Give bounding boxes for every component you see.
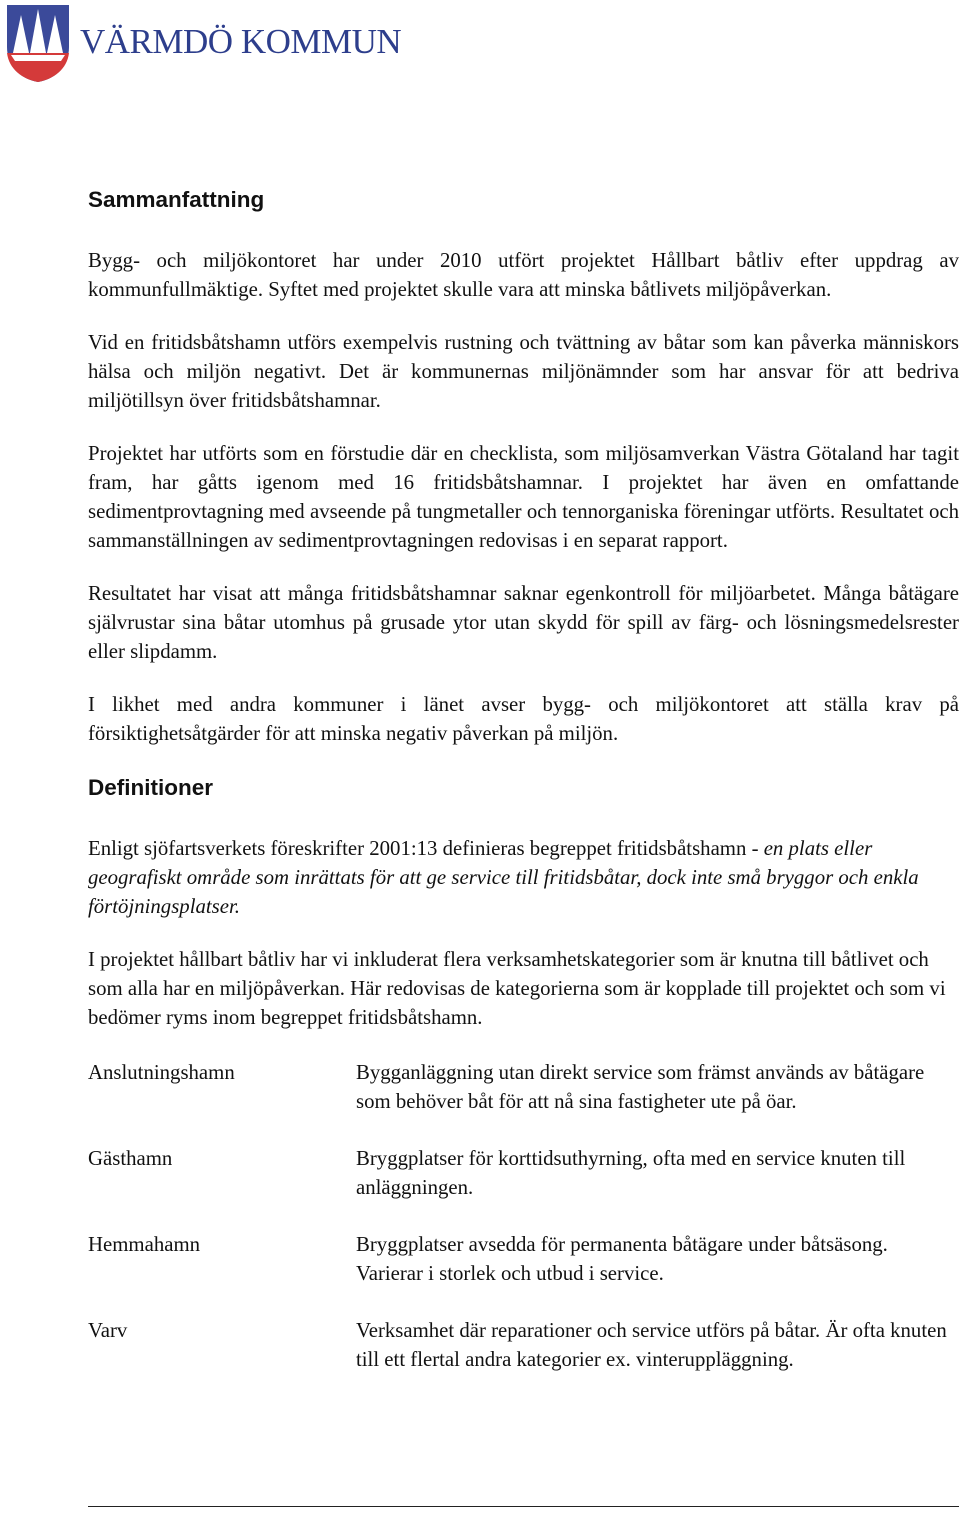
footer-divider <box>88 1506 959 1507</box>
summary-paragraph: I likhet med andra kommuner i länet avser bygg- och miljökontoret att ställa krav på försiktighetsåtgärder för att minska negativ påverkan på miljön. <box>88 693 959 745</box>
definitions-list <box>88 1058 959 1374</box>
definitions-intro <box>88 834 959 921</box>
logo-text: VÄRMDÖ KOMMUN <box>80 22 402 61</box>
definition-term: Gästhamn <box>88 1147 173 1170</box>
definition-row <box>88 1058 959 1116</box>
definition-description: Bygganläggning utan direkt service som främst används av båtägare som behöver båt för att nå sina fastigheter ute på öar. <box>356 1061 925 1113</box>
definition-term: Varv <box>88 1319 128 1342</box>
varmdo-shield-icon <box>5 3 71 83</box>
summary-paragraph: Projektet har utförts som en förstudie där en checklista, som miljösamverkan Västra Götaland har tagit fram, har gåtts igenom med 16 fritidsbåtshamnar. I projektet har även en omfattande sedimentprovtagning med avseende på tungmetaller och tennorganiska föreningar utförts. Resultatet och sammanställningen av sedimentprovtagningen redovisas i en separat rapport. <box>88 442 959 552</box>
document-body <box>88 184 959 1402</box>
definition-row <box>88 1316 959 1374</box>
definition-row <box>88 1230 959 1288</box>
definitions-intro-text: Enligt sjöfartsverkets föreskrifter 2001:13 definieras begreppet fritidsbåtshamn - <box>88 837 764 860</box>
definition-term: Hemmahamn <box>88 1233 201 1256</box>
definitions-heading: Definitioner <box>88 775 214 800</box>
summary-paragraph: Bygg- och miljökontoret har under 2010 utfört projektet Hållbart båtliv efter uppdrag av kommunfullmäktige. Syftet med projektet skulle vara att minska båtlivets miljöpåverkan. <box>88 249 959 301</box>
definition-description: Verksamhet där reparationer och service utförs på båtar. Är ofta knuten till ett flertal andra kategorier ex. vinteruppläggning. <box>356 1319 947 1371</box>
definitions-paragraph: I projektet hållbart båtliv har vi inkluderat flera verksamhetskategorier som är knutna till båtlivet och som alla har en miljöpåverkan. Här redovisas de kategorierna som är kopplade till projektet och som vi bedömer ryms inom begreppet fritidsbåtshamn. <box>88 948 946 1029</box>
definition-description: Bryggplatser avsedda för permanenta båtägare under båtsäsong. Varierar i storlek och utbud i service. <box>356 1233 888 1285</box>
definitions-quote: en plats eller geografiskt område som inrättats för att ge service till fritidsbåtar, dock inte små bryggor och enkla förtöjningsplatser. <box>88 837 919 918</box>
summary-paragraph: Resultatet har visat att många fritidsbåtshamnar saknar egenkontroll för miljöarbetet. Många båtägare självrustar sina båtar utomhus på grusade ytor utan skydd för spill av färg- och lösningsmedelsrester eller slipdamm. <box>88 582 959 663</box>
summary-paragraph: Vid en fritidsbåtshamn utförs exempelvis rustning och tvättning av båtar som kan påverka människors hälsa och miljön negativt. Det är kommunernas miljönämnder som har ansvar för att bedriva miljötillsyn över fritidsbåtshamnar. <box>88 331 959 412</box>
definition-description: Bryggplatser för korttidsuthyrning, ofta med en service knuten till anläggningen. <box>356 1147 906 1199</box>
definition-row <box>88 1144 959 1202</box>
logo <box>5 3 71 83</box>
definition-term: Anslutningshamn <box>88 1061 235 1084</box>
summary-heading: Sammanfattning <box>88 187 265 212</box>
